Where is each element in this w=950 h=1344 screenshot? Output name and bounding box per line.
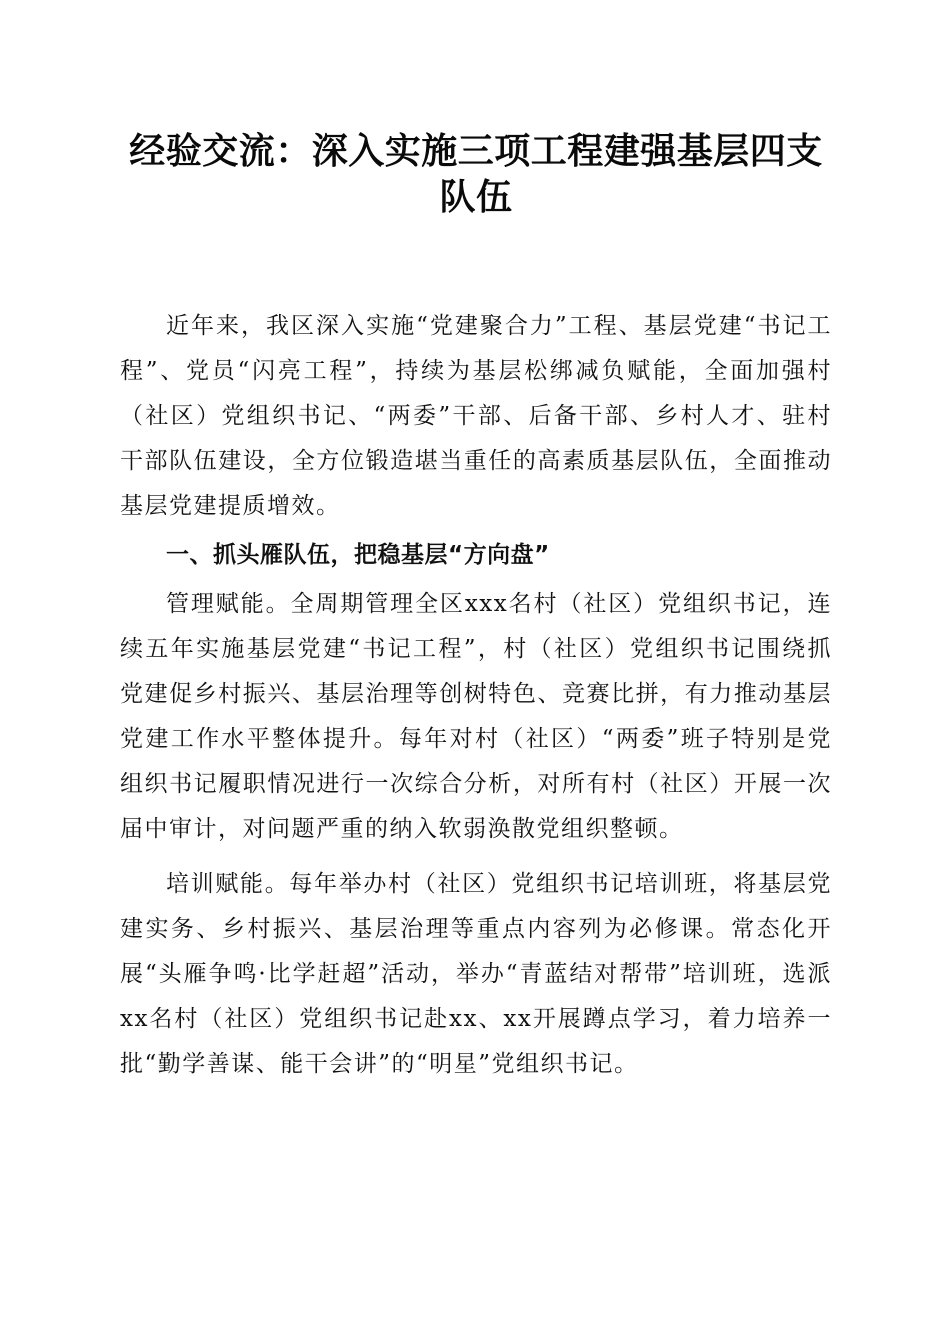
paragraph-gap — [120, 852, 832, 862]
intro-paragraph: 近年来，我区深入实施“党建聚合力”工程、基层党建“书记工程”、党员“闪亮工程”，持续为基层松绑减负赋能，全面加强村（社区）党组织书记、“两委”干部、后备干部、乡村人才、驻村干部队伍建设，全方位锻造堪当重任的高素质基层队伍，全面推动基层党建提质增效。 — [120, 313, 832, 519]
document-title: 经验交流：深入实施三项工程建强基层四支队伍 — [129, 130, 823, 218]
document-body — [120, 304, 832, 1087]
document-page — [120, 128, 832, 1087]
section-heading-1: 一、抓头雁队伍，把稳基层“方向盘” — [166, 542, 550, 568]
section1-paragraph-management: 管理赋能。全周期管理全区xxx名村（社区）党组织书记，连续五年实施基层党建“书记工程”，村（社区）党组织书记围绕抓党建促乡村振兴、基层治理等创树特色、竞赛比拼，有力推动基层党建工作水平整体提升。每年对村（社区）“两委”班子特别是党组织书记履职情况进行一次综合分析，对所有村（社区）开展一次届中审计，对问题严重的纳入软弱涣散党组织整顿。 — [120, 591, 832, 842]
section1-paragraph-training: 培训赋能。每年举办村（社区）党组织书记培训班，将基层党建实务、乡村振兴、基层治理等重点内容列为必修课。常态化开展“头雁争鸣·比学赶超”活动，举办“青蓝结对帮带”培训班，选派xx名村（社区）党组织书记赴xx、xx开展蹲点学习，着力培养一批“勤学善谋、能干会讲”的“明星”党组织书记。 — [120, 871, 832, 1077]
